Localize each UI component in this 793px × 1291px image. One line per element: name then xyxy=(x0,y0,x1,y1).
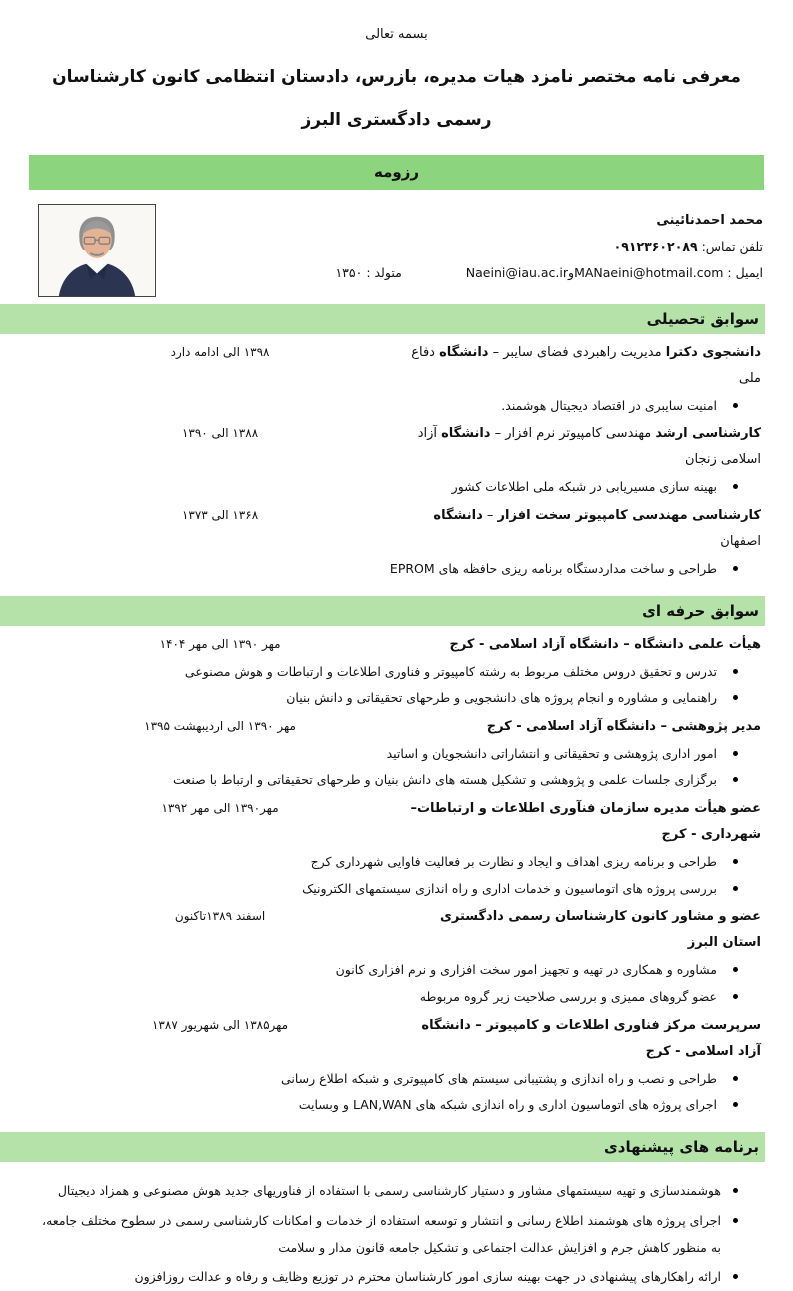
entry-title xyxy=(410,1013,761,1065)
entry-bullet-list xyxy=(30,393,761,419)
section-header-label: سوابق حرفه ای xyxy=(642,601,759,620)
section-header-bar xyxy=(0,596,765,626)
entry-date-range: مهر۱۳۸۵ الی شهریور ۱۳۸۷ xyxy=(151,1017,289,1032)
birth-label: متولد : xyxy=(366,264,402,280)
email-address: Naeini@iau.ac.irوMANaeini@hotmail.com xyxy=(465,264,724,280)
candidate-name: محمد احمدنائینی xyxy=(656,212,763,228)
section-body xyxy=(30,340,761,582)
entry-date-range: ۱۳۹۸ الی ادامه دارد xyxy=(170,344,270,359)
section-body xyxy=(30,632,761,1118)
bismillah-text: بسمه تعالی xyxy=(365,27,428,42)
entry-title xyxy=(410,421,761,473)
entry-date-range: ۱۳۸۸ الی ۱۳۹۰ xyxy=(181,426,259,441)
entry-title-run: دانشگاه xyxy=(441,426,491,442)
portrait-photo xyxy=(38,204,156,297)
entry-date-range: ۱۳۶۸ الی ۱۳۷۳ xyxy=(181,507,259,522)
email-label: ایمیل : xyxy=(727,264,763,280)
entry-title-run: کارشناسی ارشد xyxy=(655,426,761,442)
entry-title xyxy=(410,714,761,740)
bullet-item: بررسی پروژه های اتوماسیون و خدمات اداری و راه اندازی سیستمهای الکترونیک xyxy=(30,876,761,902)
entry-heading xyxy=(30,503,761,555)
phone-label: تلفن تماس: xyxy=(701,239,763,255)
personal-info-block xyxy=(30,202,763,298)
section-header-label: برنامه های پیشنهادی xyxy=(604,1137,759,1156)
entry-title xyxy=(410,340,761,392)
bullet-item: امور اداری پژوهشی و تحقیقاتی و انتشاراتی دانشجویان و اساتید xyxy=(30,741,761,767)
bullet-item: بهینه سازی مسیریابی در شبکه ملی اطلاعات کشور xyxy=(30,474,761,500)
bullet-item: تدرس و تحقیق دروس مختلف مربوط به رشته کامپیوتر و فناوری اطلاعات و ارتباطات و هوش مصنوعی xyxy=(30,659,761,685)
entry-bullet-list xyxy=(30,741,761,793)
entry-heading xyxy=(30,796,761,848)
bullet-item: راهنمایی و مشاوره و انجام پروژه های دانشجویی و طرحهای تحقیقاتی و دانش بنیان xyxy=(30,685,761,711)
entry-title-run: مدیریت راهبردی فضای سایبر – xyxy=(488,344,666,360)
bullet-item: مشاوره و همکاری در تهیه و تجهیز امور سخت افزاری و نرم افزاری کانون xyxy=(30,957,761,983)
birth-year: ۱۳۵۰ xyxy=(335,264,363,280)
entry-title-run: اصفهان xyxy=(720,533,761,549)
entry-bullet-list xyxy=(30,1066,761,1118)
entry-heading xyxy=(30,340,761,392)
entry-title xyxy=(410,632,761,658)
entry-heading xyxy=(30,421,761,473)
bullet-item: برگزاری جلسات علمی و پژوهشی و تشکیل هسته های دانش بنیان و طرحهای تحقیقاتی و ارتباط با صنعت xyxy=(30,767,761,793)
bullet-item: ارائه راهکارهای پیشنهادی در جهت بهینه سازی امور کارشناسان محترم در توزیع وظایف و رفاه و عدالت روزافزون xyxy=(30,1264,761,1291)
entry-title-run: هیأت علمی دانشگاه – دانشگاه آزاد اسلامی - کرج xyxy=(449,636,761,652)
entry-bullet-list xyxy=(30,659,761,711)
sections-container xyxy=(0,304,793,1291)
bullet-item: طراحی و ساخت مداردستگاه برنامه ریزی حافظه های EPROM xyxy=(30,556,761,582)
resume-header-label: رزومه xyxy=(374,163,419,182)
entry-date-range: مهر ۱۳۹۰ الی مهر ۱۴۰۴ xyxy=(159,636,281,651)
bullet-item: طراحی و نصب و راه اندازی و پشتیبانی سیستم های کامپیوتری و شبکه اطلاع رسانی xyxy=(30,1066,761,1092)
entry-title-run: دفاع ملی xyxy=(411,344,761,386)
email-group xyxy=(466,260,763,286)
document-title: معرفی نامه مختصر نامزد هیات مدیره، بازرس، دادستان انتظامی کانون کارشناسان رسمی دادگستری البرز xyxy=(52,67,741,131)
entry-bullet-list xyxy=(30,957,761,1009)
resume-header-bar xyxy=(29,155,764,190)
entry-title-run: دانشگاه xyxy=(433,507,483,523)
bullet-item: هوشمندسازی و تهیه سیستمهای مشاور و دستیار کارشناسی رسمی با استفاده از فناوریهای جدید هوش مصنوعی و همزاد دیجیتال xyxy=(30,1178,761,1205)
entry-heading xyxy=(30,714,761,740)
section-header-bar xyxy=(0,304,765,334)
entry-title-run: مدیر پژوهشی – دانشگاه آزاد اسلامی - کرج xyxy=(486,718,761,734)
bullet-item: طراحی و برنامه ریزی اهداف و ایجاد و نظارت بر فعالیت فاوایی شهرداری کرج xyxy=(30,849,761,875)
bullet-item: اجرای پروژه های هوشمند اطلاع رسانی و انتشار و توسعه استفاده از خدمات و امکانات کارشناسی رسمی در سطوح مختلف جامعه، به منظور کاهش جرم و افزایش عدالت اجتماعی و تشکیل جامعه قانون مدار و سلامت xyxy=(30,1208,761,1262)
birth-group xyxy=(335,260,401,286)
entry-title xyxy=(410,796,761,848)
entry-title xyxy=(410,503,761,555)
portrait-photo-illustration xyxy=(39,205,155,296)
entry-date-range: مهر۱۳۹۰ الی مهر ۱۳۹۲ xyxy=(161,801,279,816)
entry-title-run: دانشگاه xyxy=(439,344,489,360)
entry-title-run: آزاد اسلامی زنجان xyxy=(417,426,761,468)
section-body xyxy=(30,1178,761,1291)
entry-heading xyxy=(30,1013,761,1065)
entry-bullet-list xyxy=(30,474,761,500)
entry-date-range: اسفند ۱۳۸۹تاکنون xyxy=(174,909,266,924)
bullet-item: عضو گروهای ممیزی و بررسی صلاحیت زیر گروه مربوطه xyxy=(30,984,761,1010)
phone-number: ۰۹۱۲۳۶۰۲۰۸۹ xyxy=(613,239,698,255)
entry-title-run: – xyxy=(482,507,498,523)
entry-title-run: کارشناسی مهندسی کامپیوتر سخت افزار xyxy=(497,507,761,523)
bullet-item: اجرای پروژه های اتوماسیون اداری و راه اندازی شبکه های LAN,WAN و وبسایت xyxy=(30,1092,761,1118)
bullet-item: امنیت سایبری در اقتصاد دیجیتال هوشمند. xyxy=(30,393,761,419)
section-header-label: سوابق تحصیلی xyxy=(646,309,759,328)
entry-title-run: عضو هیأت مدیره سازمان فنآوری اطلاعات و ارتباطات– شهرداری - کرج xyxy=(410,801,761,843)
section-header-bar xyxy=(0,1132,765,1162)
entry-bullet-list xyxy=(30,556,761,582)
entry-title xyxy=(410,904,761,956)
entry-title-run: سرپرست مرکز فناوری اطلاعات و کامپیوتر – دانشگاه آزاد اسلامی - کرج xyxy=(421,1017,761,1059)
entry-title-run: دانشجوی دکترا xyxy=(665,344,761,360)
entry-bullet-list xyxy=(30,849,761,901)
entry-date-range: مهر ۱۳۹۰ الی اردیبهشت ۱۳۹۵ xyxy=(144,718,296,733)
entry-heading xyxy=(30,632,761,658)
entry-title-run: مهندسی کامپیوتر نرم افزار – xyxy=(490,426,656,442)
entry-heading xyxy=(30,904,761,956)
entry-title-run: عضو و مشاور کانون کارشناسان رسمی دادگستری استان البرز xyxy=(439,909,761,951)
